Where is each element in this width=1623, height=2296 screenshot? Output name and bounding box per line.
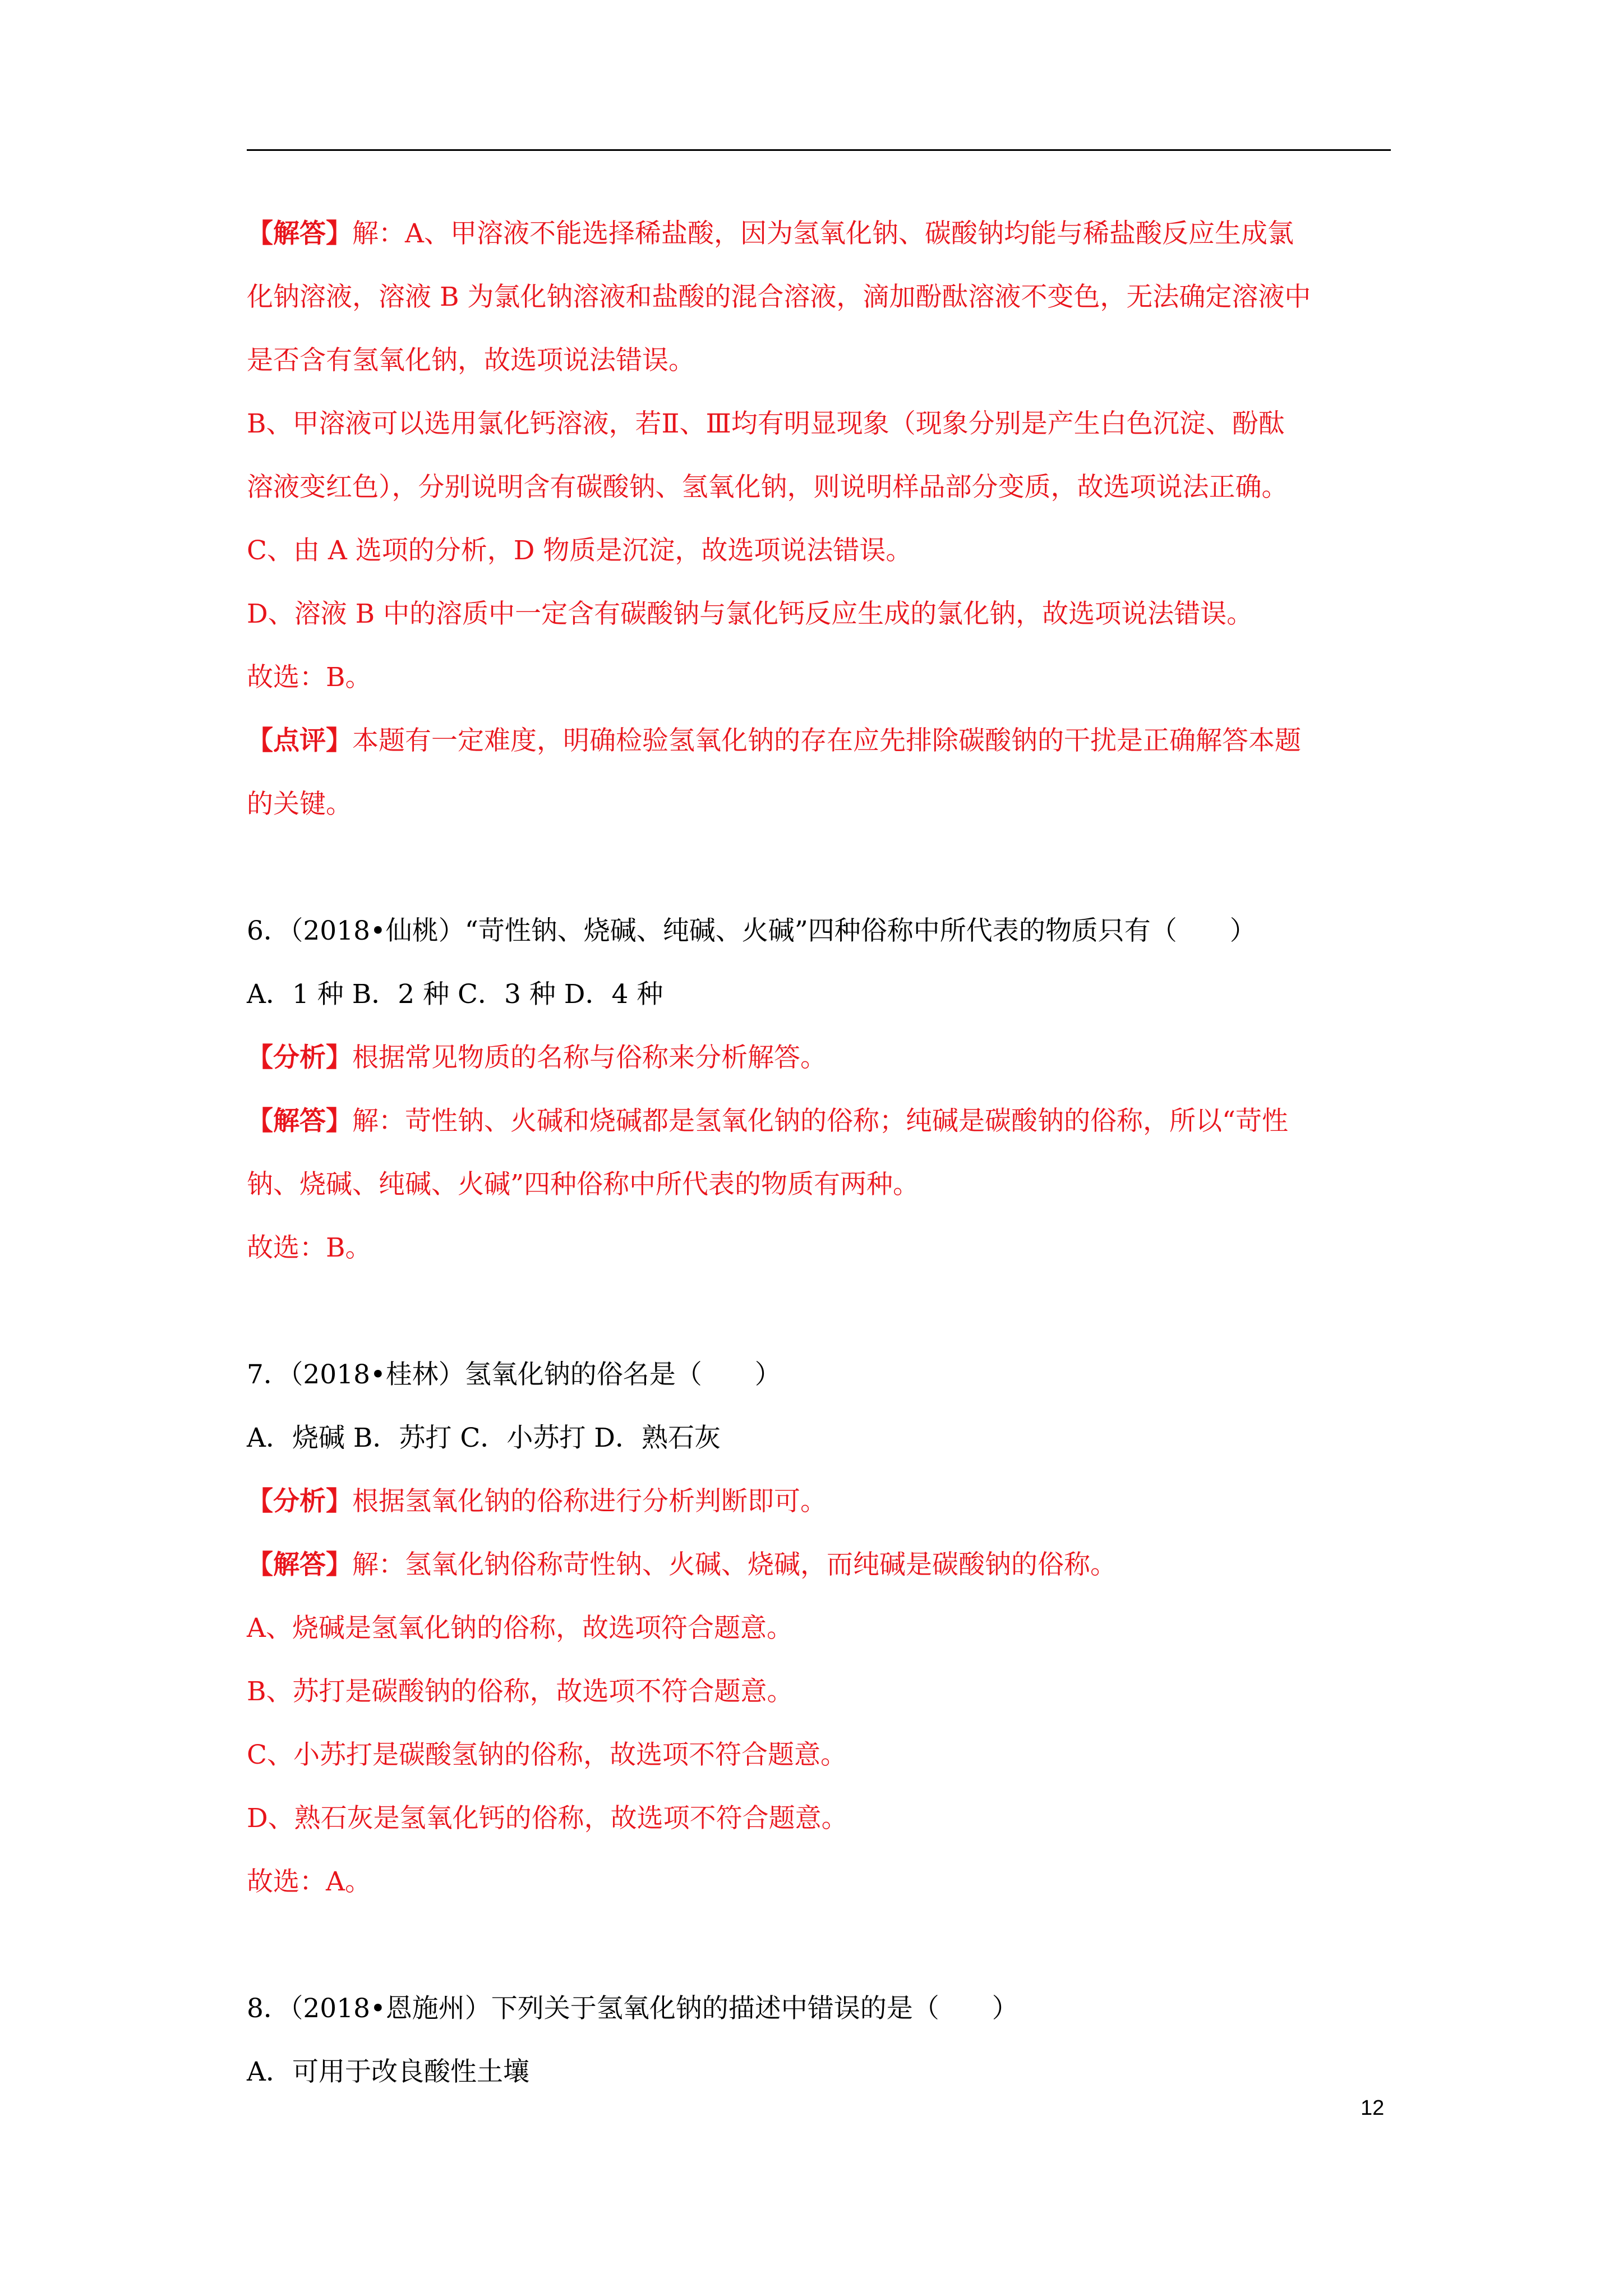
answer-line: C、由 A 选项的分析，D 物质是沉淀，故选项说法错误。 <box>247 535 912 566</box>
analysis-text: 根据氢氧化钠的俗称进行分析判断即可。 <box>352 1486 827 1517</box>
page-number: 12 <box>1361 2096 1385 2120</box>
analysis-tag: 【分析】 <box>247 1042 352 1073</box>
answer-text: 解：氢氧化钠俗称苛性钠、火碱、烧碱，而纯碱是碳酸钠的俗称。 <box>352 1549 1117 1580</box>
answer-line: B、苏打是碳酸钠的俗称，故选项不符合题意。 <box>247 1676 794 1707</box>
analysis-line <box>247 1470 1391 1533</box>
question-8: 8．（2018•恩施州）下列关于氢氧化钠的描述中错误的是（ ） <box>247 1993 1018 2024</box>
comment-line <box>247 709 1391 772</box>
question-8-option-a: A．可用于改良酸性土壤 <box>247 2056 529 2087</box>
comment-line: 的关键。 <box>247 789 352 820</box>
answer-tag: 【解答】 <box>247 1106 352 1137</box>
analysis-line <box>247 1026 1391 1089</box>
question-7: 7．（2018•桂林）氢氧化钠的俗名是（ ） <box>247 1359 781 1390</box>
answer-text: 解：苛性钠、火碱和烧碱都是氢氧化钠的俗称；纯碱是碳酸钠的俗称，所以“苛性 <box>352 1106 1289 1137</box>
comment-tag: 【点评】 <box>247 725 352 756</box>
answer-text: 解：A、甲溶液不能选择稀盐酸，因为氢氧化钠、碳酸钠均能与稀盐酸反应生成氯 <box>352 218 1294 249</box>
answer-line: D、溶液 B 中的溶质中一定含有碳酸钠与氯化钙反应生成的氯化钠，故选项说法错误。 <box>247 599 1253 629</box>
question-6: 6．（2018•仙桃）“苛性钠、烧碱、纯碱、火碱”四种俗称中所代表的物质只有（ ） <box>247 915 1256 946</box>
answer-line: C、小苏打是碳酸氢钠的俗称，故选项不符合题意。 <box>247 1740 847 1770</box>
answer-line: 溶液变红色），分别说明含有碳酸钠、氢氧化钠，则说明样品部分变质，故选项说法正确。 <box>247 472 1288 503</box>
answer-line: 化钠溶液，溶液 B 为氯化钠溶液和盐酸的混合溶液，滴加酚酞溶液不变色，无法确定溶液中 <box>247 282 1311 312</box>
answer-choice: 故选：A。 <box>247 1866 371 1897</box>
question-6-options: A．1 种 B．2 种 C．3 种 D．4 种 <box>247 979 663 1010</box>
answer-choice: 故选：B。 <box>247 1232 372 1263</box>
answer-line <box>247 1089 1391 1153</box>
answer-tag: 【解答】 <box>247 218 352 249</box>
answer-choice: 故选：B。 <box>247 662 372 693</box>
answer-line <box>247 202 1391 265</box>
answer-line <box>247 1533 1391 1596</box>
answer-line: D、熟石灰是氢氧化钙的俗称，故选项不符合题意。 <box>247 1803 848 1834</box>
analysis-tag: 【分析】 <box>247 1486 352 1517</box>
answer-line: B、甲溶液可以选用氯化钙溶液，若Ⅱ、Ⅲ均有明显现象（现象分别是产生白色沉淀、酚酞 <box>247 408 1285 439</box>
page-content <box>247 202 1391 2104</box>
answer-tag: 【解答】 <box>247 1549 352 1580</box>
comment-text: 本题有一定难度，明确检验氢氧化钠的存在应先排除碳酸钠的干扰是正确解答本题 <box>352 725 1301 756</box>
header-rule <box>247 149 1391 151</box>
spacer <box>247 1913 1391 1977</box>
analysis-text: 根据常见物质的名称与俗称来分析解答。 <box>352 1042 827 1073</box>
spacer <box>247 836 1391 899</box>
answer-line: 是否含有氢氧化钠，故选项说法错误。 <box>247 345 695 376</box>
answer-line: A、烧碱是氢氧化钠的俗称，故选项符合题意。 <box>247 1613 793 1644</box>
question-7-options: A．烧碱 B．苏打 C．小苏打 D．熟石灰 <box>247 1423 721 1453</box>
answer-line: 钠、烧碱、纯碱、火碱”四种俗称中所代表的物质有两种。 <box>247 1169 920 1200</box>
spacer <box>247 1280 1391 1343</box>
